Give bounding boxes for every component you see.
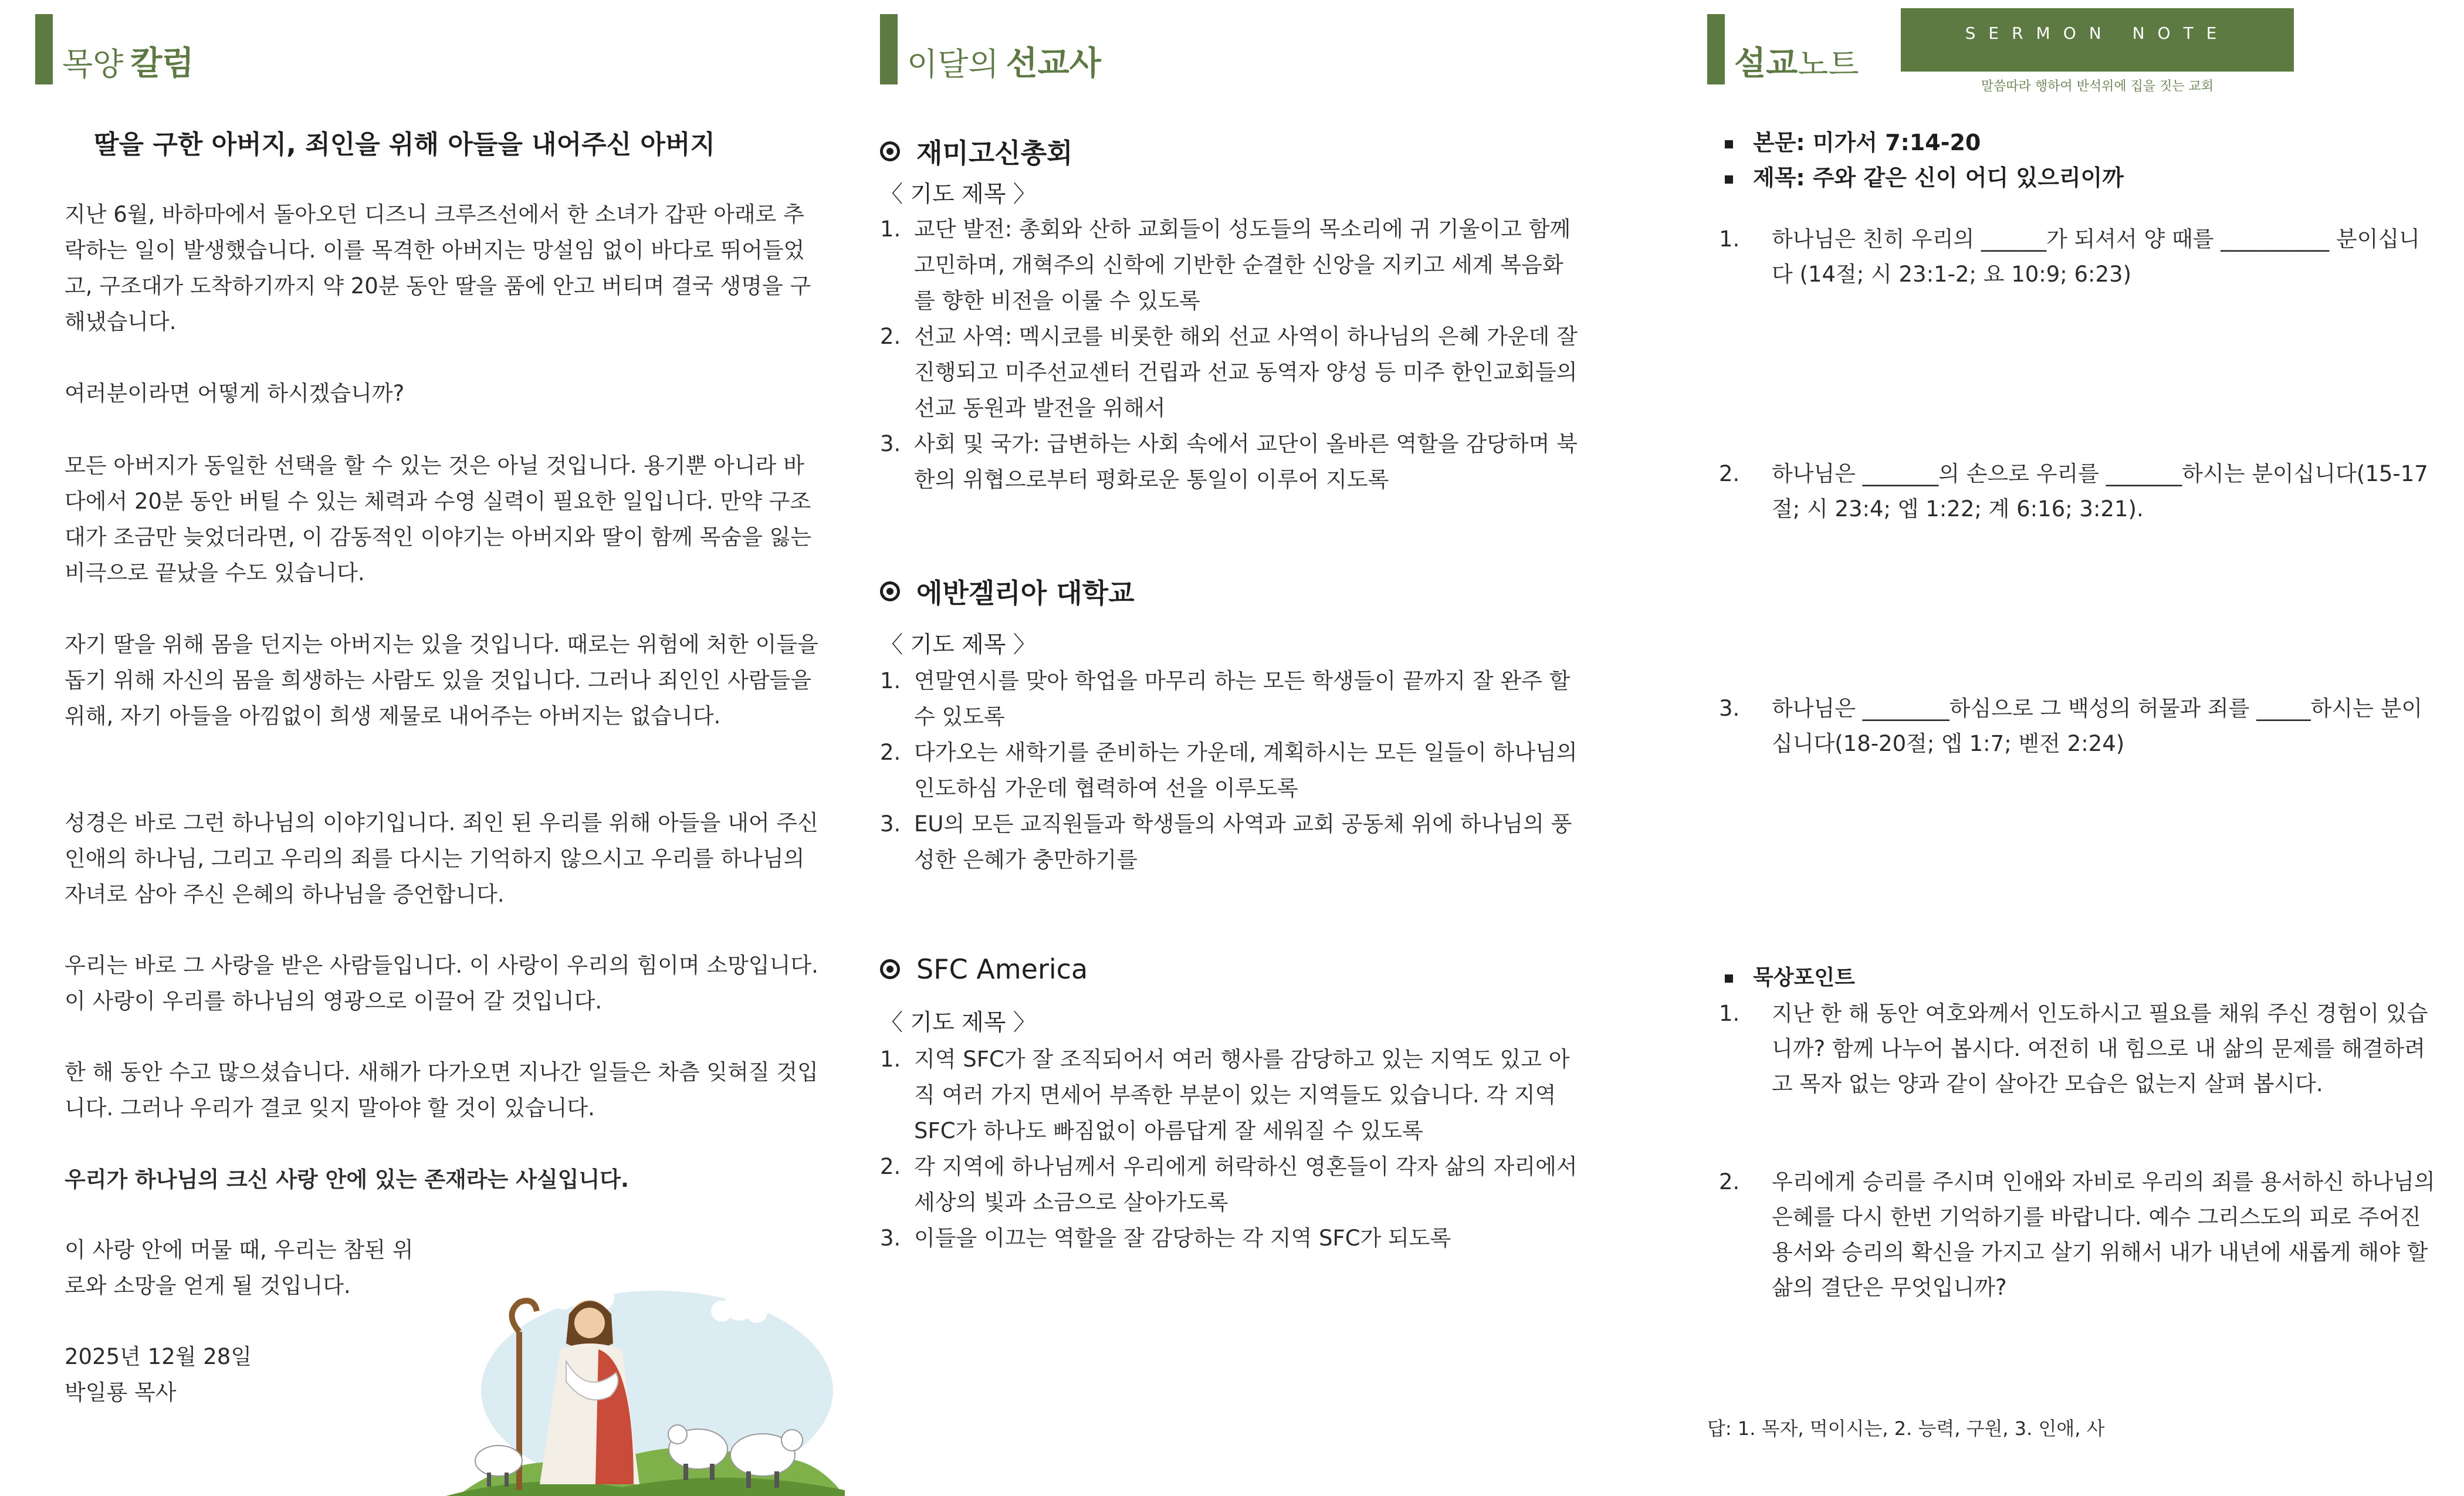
section-label-bold: 선교사 — [1006, 45, 1101, 83]
mission-group-heading — [880, 572, 1135, 611]
prayer-item: 2. 각 지역에 하나님께서 우리에게 허락하신 영혼들이 각자 삶의 자리에서 세상의 빛과 소금으로 살아가도록 — [880, 1154, 1578, 1215]
bullet-target-icon — [880, 959, 900, 979]
prayer-list — [880, 663, 1584, 878]
column-title: 딸을 구한 아버지, 죄인을 위해 아들을 내어주신 아버지 — [94, 130, 716, 160]
paragraph-3: 모든 아버지가 동일한 선택을 할 수 있는 것은 아닐 것입니다. 용기뿐 아니라 바다에서 20분 동안 버틸 수 있는 체력과 수영 실력이 필요한 일입니다. 만약 구조대가 조금만 늦었더라면, 이 감동적인 이야기는 아버지와 딸이 함께 목숨을 잃는 비극으로 끝났을 수도 있습니다. — [65, 453, 812, 585]
meditation-item: 1. 지난 한 해 동안 여호와께서 인도하시고 필요를 채워 주신 경험이 있습니까? 함께 나누어 봅시다. 여전히 내 힘으로 내 삶의 문제를 해결하려고 목자 없는 양과 같이 살아간 모습은 없는지 살펴 봅시다. — [1719, 1001, 2428, 1096]
section-label-light: 노트 — [1798, 46, 1859, 83]
sermon-section-heading — [1707, 8, 1859, 84]
pastor-section-heading — [35, 8, 194, 84]
meditation-heading: 묵상포인트 — [1725, 961, 1855, 991]
heading-bar — [1707, 14, 1725, 84]
paragraph-1: 지난 6월, 바하마에서 돌아오던 디즈니 크루즈선에서 한 소녀가 갑판 아래로 추락하는 일이 발생했습니다. 이를 목격한 아버지는 망설임 없이 바다로 뛰어들었고, 구조대가 도착하기까지 약 20분 동안 딸을 품에 안고 버티며 결국 생명을 구해냈습니다. — [65, 202, 811, 334]
note-blank-item: 3. 하나님은 ________하심으로 그 백성의 허물과 죄를 _____하시는 분이십니다(18-20절; 엡 1:7; 벧전 2:24) — [1719, 696, 2423, 756]
missionary-section-heading — [880, 8, 1101, 84]
mission-group-name: 에반겔리아 대학교 — [916, 577, 1135, 609]
prayer-label: 〈 기도 제목 〉 — [880, 632, 1036, 658]
section-label-light: 이달의 — [907, 46, 999, 83]
banner-subtitle: 말씀따라 행하여 반석위에 집을 짓는 교회 — [1981, 79, 2214, 94]
heading-bar — [35, 14, 53, 84]
column-date: 2025년 12월 28일 — [65, 1344, 252, 1369]
missionary-column — [880, 0, 1584, 1496]
prayer-item: 3. EU의 모든 교직원들과 학생들의 사역과 교회 공동체 위에 하나님의 풍성한 은혜가 충만하기를 — [880, 811, 1572, 872]
prayer-item: 2. 선교 사역: 멕시코를 비롯한 해외 선교 사역이 하나님의 은혜 가운데 잘 진행되고 미주선교센터 건립과 선교 동역자 양성 등 미주 한인교회들의 선교 동원과 발전을 위해서 — [880, 324, 1578, 421]
answer-key: 답: 1. 목자, 먹이시는, 2. 능력, 구원, 3. 인애, 사 — [1707, 1417, 2105, 1440]
square-bullet-icon — [1725, 175, 1733, 184]
prayer-item: 1. 지역 SFC가 잘 조직되어서 여러 행사를 감당하고 있는 지역도 있고 아직 여러 가지 면세어 부족한 부분이 있는 지역들도 있습니다. 각 지역 SFC가 하나도 빠짐없이 아름답게 잘 세워질 수 있도록 — [880, 1047, 1570, 1143]
prayer-item: 1. 교단 발전: 총회와 산하 교회들이 성도들의 목소리에 귀 기울이고 함께 고민하며, 개혁주의 신학에 기반한 순결한 신앙을 지키고 세계 복음화를 향한 비전을 이룰 수 있도록 — [880, 216, 1571, 313]
prayer-item: 3. 사회 및 국가: 급변하는 사회 속에서 교단이 올바른 역할을 감당하며 북한의 위협으로부터 평화로운 통일이 이루어 지도록 — [880, 431, 1578, 492]
sermon-column — [1707, 0, 2464, 1496]
note-blank-item: 2. 하나님은 _______의 손으로 우리를 _______하시는 분이십니다(15-17절; 시 23:4; 엡 1:22; 계 6:16; 3:21). — [1719, 461, 2428, 522]
shepherd-illustration — [446, 1255, 845, 1496]
paragraph-9: 이 사랑 안에 머물 때, 우리는 참된 위로와 소망을 얻게 될 것입니다. — [65, 1237, 414, 1298]
scripture-line: 본문: 미가서 7:14-20 — [1725, 124, 1981, 157]
bullet-target-icon — [880, 141, 900, 161]
prayer-item: 1. 연말연시를 맞아 학업을 마무리 하는 모든 학생들이 끝까지 잘 완주 할 수 있도록 — [880, 668, 1571, 729]
paragraph-7: 한 해 동안 수고 많으셨습니다. 새해가 다가오면 지나간 일들은 차츰 잊혀질 것입니다. 그러나 우리가 결코 잊지 말아야 할 것이 있습니다. — [65, 1060, 818, 1121]
prayer-label: 〈 기도 제목 〉 — [880, 1010, 1036, 1036]
mission-group-heading — [880, 132, 1073, 171]
section-label-light: 목양 — [62, 46, 124, 83]
prayer-list — [880, 211, 1584, 497]
section-label-bold: 칼럼 — [130, 45, 194, 83]
square-bullet-icon — [1725, 140, 1733, 148]
square-bullet-icon — [1725, 974, 1733, 983]
note-blank-item: 1. 하나님은 친히 우리의 ______가 되셔서 양 때를 __________ 분이십니다 (14절; 시 23:1-2; 요 10:9; 6:23) — [1719, 226, 2420, 287]
paragraph-emphasis: 우리가 하나님의 크신 사랑 안에 있는 존재라는 사실입니다. — [65, 1167, 629, 1192]
column-author: 박일룡 목사 — [65, 1380, 177, 1405]
meditation-item: 2. 우리에게 승리를 주시며 인애와 자비로 우리의 죄를 용서하신 하나님의 은혜를 다시 한번 기억하기를 바랍니다. 예수 그리스도의 피로 주어진 용서와 승리의 확신을 가지고 살기 위해서 내가 내년에 새롭게 해야 할 삶의 결단은 무엇입니까? — [1719, 1169, 2435, 1300]
paragraph-6: 우리는 바로 그 사랑을 받은 사람들입니다. 이 사랑이 우리의 힘이며 소망입니다. 이 사랑이 우리를 하나님의 영광으로 이끌어 갈 것입니다. — [65, 953, 818, 1014]
heading-bar — [880, 14, 898, 84]
mission-group-heading — [880, 953, 1088, 985]
sermon-title-line: 제목: 주와 같은 신이 어디 있으리이까 — [1725, 160, 2124, 192]
paragraph-5: 성경은 바로 그런 하나님의 이야기입니다. 죄인 된 우리를 위해 아들을 내어 주신 인애의 하나님, 그리고 우리의 죄를 다시는 기억하지 않으시고 우리를 하나님의 자녀로 삼아 주신 은혜의 하나님을 증언합니다. — [65, 810, 818, 907]
paragraph-4: 자기 딸을 위해 몸을 던지는 아버지는 있을 것입니다. 때로는 위험에 처한 이들을 돕기 위해 자신의 몸을 희생하는 사람도 있을 것입니다. 그러나 죄인인 사람들을 위해, 자기 아들을 아낌없이 희생 제물로 내어주는 아버지는 없습니다. — [65, 632, 818, 729]
paragraph-2: 여러분이라면 어떻게 하시겠습니까? — [65, 381, 405, 406]
bullet-target-icon — [880, 581, 900, 601]
pastor-column — [35, 0, 833, 1496]
prayer-item: 3. 이들을 이끄는 역할을 잘 감당하는 각 지역 SFC가 되도록 — [880, 1226, 1451, 1251]
prayer-list — [880, 1041, 1584, 1256]
prayer-item: 2. 다가오는 새학기를 준비하는 가운데, 계획하시는 모든 일들이 하나님의 인도하심 가운데 협력하여 선을 이루도록 — [880, 740, 1578, 801]
mission-group-name: SFC America — [916, 953, 1088, 985]
prayer-label: 〈 기도 제목 〉 — [880, 181, 1036, 208]
sermon-note-banner — [1901, 8, 2294, 72]
banner-text: SERMON NOTE — [1965, 23, 2230, 43]
section-label-bold: 설교 — [1734, 45, 1798, 83]
mission-group-name: 재미고신총회 — [916, 137, 1073, 169]
